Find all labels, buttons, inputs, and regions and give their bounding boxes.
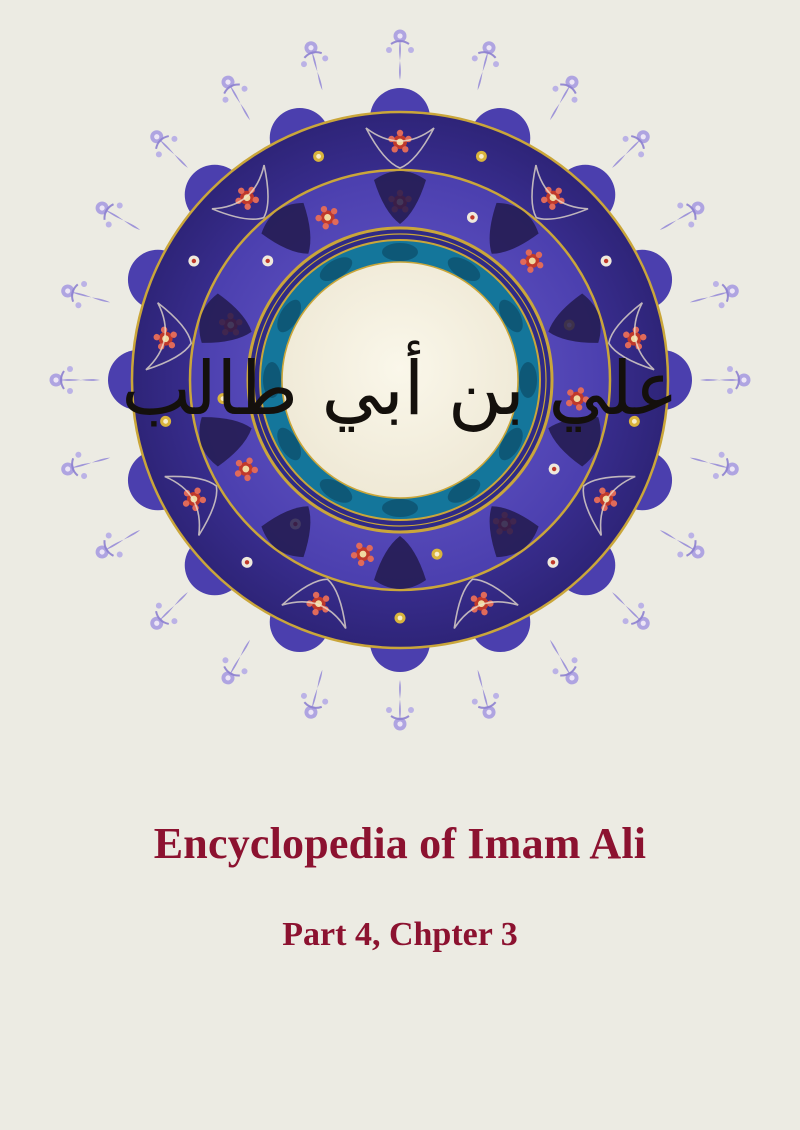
page-subtitle: Part 4, Chpter 3: [282, 916, 518, 954]
illumination-medallion: [40, 20, 760, 740]
svg-text:علي بن أبي طالب: علي بن أبي طالب: [121, 346, 679, 432]
title-block: [0, 820, 800, 954]
page-title: Encyclopedia of Imam Ali: [153, 819, 647, 868]
central-calligraphy: [121, 340, 678, 432]
